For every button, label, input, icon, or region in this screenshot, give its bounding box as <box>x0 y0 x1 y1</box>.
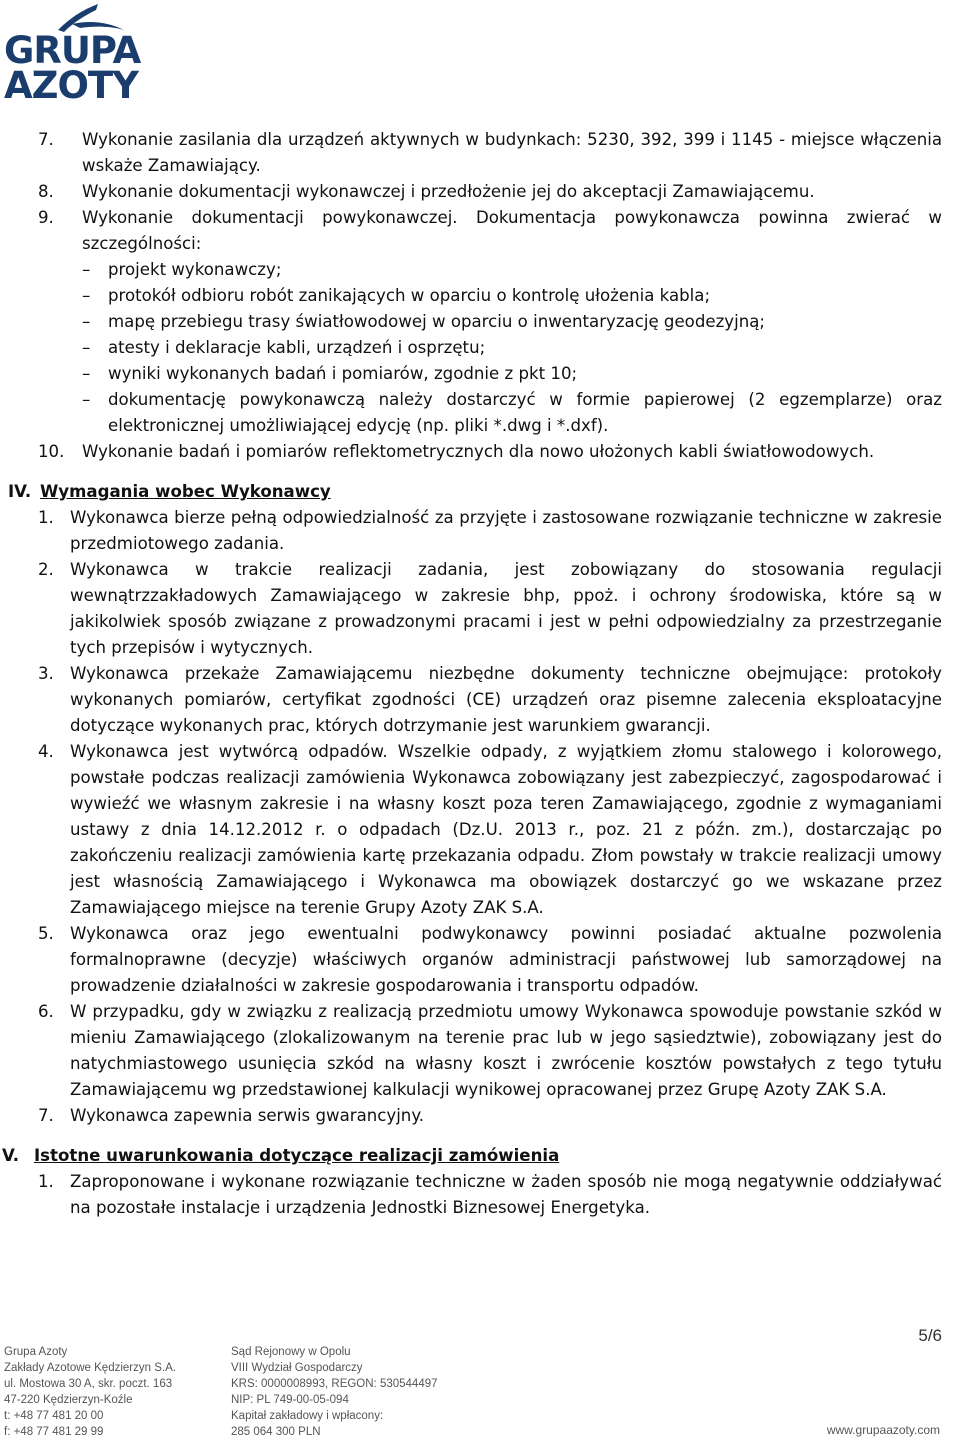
footer-line: Sąd Rejonowy w Opolu <box>231 1346 351 1358</box>
dash-text: projekt wykonawczy; <box>108 260 282 279</box>
footer-line: Zakłady Azotowe Kędzierzyn S.A. <box>4 1362 176 1374</box>
list-number: 8. <box>38 182 54 201</box>
list-number: 1. <box>38 1172 54 1191</box>
list-item <box>38 179 942 205</box>
list-text: Wykonanie badań i pomiarów reflektometrycznych dla nowo ułożonych kabli światłowodowych. <box>82 442 875 461</box>
logo-text-line1: GRUPA <box>4 29 141 72</box>
section-heading <box>2 1143 942 1169</box>
dash-item <box>82 361 942 387</box>
footer-company-info <box>4 1344 176 1440</box>
list-item <box>38 1103 942 1129</box>
document-body <box>2 127 942 1221</box>
logo-text-line2: AZOTY <box>4 64 138 107</box>
footer-line: ul. Mostowa 30 A, skr. poczt. 163 <box>4 1378 173 1390</box>
list-number: 2. <box>38 560 54 579</box>
footer-line: 47-220 Kędzierzyn-Koźle <box>4 1394 133 1406</box>
list-number: 10. <box>38 442 65 461</box>
website-url: www.grupaazoty.com <box>826 1423 940 1437</box>
list-number: 3. <box>38 664 54 683</box>
list-item <box>38 439 942 465</box>
list-item <box>38 999 942 1103</box>
list-number: 4. <box>38 742 54 761</box>
footer-line: Grupa Azoty <box>4 1346 68 1358</box>
dash-item <box>82 309 942 335</box>
section-title: Wymagania wobec Wykonawcy <box>40 482 331 501</box>
dash-item <box>82 335 942 361</box>
section-title: Istotne uwarunkowania dotyczące realizacji zamówienia <box>34 1146 560 1165</box>
footer-line: NIP: PL 749-00-05-094 <box>231 1394 349 1406</box>
company-logo <box>0 0 165 105</box>
footer-line: f: +48 77 481 29 99 <box>4 1426 104 1438</box>
dash-text: wyniki wykonanych badań i pomiarów, zgodnie z pkt 10; <box>108 364 578 383</box>
footer-line: 285 064 300 PLN <box>231 1426 321 1438</box>
list-text: Wykonanie zasilania dla urządzeń aktywnych w budynkach: 5230, 392, 399 i 1145 - miejsce włączenia wskaże Zamawiający. <box>82 130 942 175</box>
dash-text: dokumentację powykonawczą należy dostarczyć w formie papierowej (2 egzemplarze) oraz elektronicznej umożliwiającej edycję (np. pliki *.dwg i *.dxf). <box>108 390 942 435</box>
list-text: Wykonawca zapewnia serwis gwarancyjny. <box>70 1106 425 1125</box>
list-text: W przypadku, gdy w związku z realizacją przedmiotu umowy Wykonawca spowoduje powstanie szkód w mieniu Zamawiającego (zlokalizowanym na terenie prac lub w jego sąsiedztwie), zobowiązany jest do natychmiastowego usunięcia szkód na własny koszt i zwrócenie kosztów powstałych z tego tytułu Zamawiającemu wg przedstawionej kalkulacji wynikowej opracowanej przez Grupę Azoty ZAK S.A. <box>70 1002 942 1099</box>
dash-text: mapę przebiegu trasy światłowodowej w oparciu o inwentaryzację geodezyjną; <box>108 312 765 331</box>
dash-item <box>82 387 942 439</box>
list-text: Wykonawca jest wytwórcą odpadów. Wszelkie odpady, z wyjątkiem złomu stalowego i kolorowego, powstałe podczas realizacji zamówienia Wykonawca zobowiązany jest zabezpieczyć, zagospodarować i wywieźć we własnym zakresie i na własny koszt poza teren Zamawiającego, zgodnie z wymaganiami ustawy z dnia 14.12.2012 r. o odpadach (Dz.U. 2013 r., poz. 21 z późn. zm.), dostarczając po zakończeniu realizacji zamówienia kartę przekazania odpadu. Złom powstały w trakcie realizacji umowy jest własnością Zamawiającego i Wykonawca ma obowiązek dostarczyć go we wskazane przez Zamawiającego miejsce na terenie Grupy Azoty ZAK S.A. <box>70 742 942 917</box>
dash-mark: – <box>82 312 91 331</box>
list-text: Wykonanie dokumentacji powykonawczej. Dokumentacja powykonawcza powinna zwierać w szczególności: <box>82 208 942 253</box>
dash-item <box>82 257 942 283</box>
page-number: 5/6 <box>918 1326 942 1345</box>
footer-line: VIII Wydział Gospodarczy <box>231 1362 363 1374</box>
list-text: Wykonanie dokumentacji wykonawczej i przedłożenie jej do akceptacji Zamawiającemu. <box>82 182 815 201</box>
list-item <box>38 661 942 739</box>
list-number: 1. <box>38 508 54 527</box>
footer-line: Kapitał zakładowy i wpłacony: <box>231 1410 384 1422</box>
dash-mark: – <box>82 390 91 409</box>
footer-registry-info <box>231 1344 438 1440</box>
dash-text: protokół odbioru robót zanikających w oparciu o kontrolę ułożenia kabla; <box>108 286 711 305</box>
list-number: 9. <box>38 208 54 227</box>
section-number: IV. <box>8 482 32 501</box>
list-text: Wykonawca w trakcie realizacji zadania, jest zobowiązany do stosowania regulacji wewnątrzzakładowych Zamawiającego w zakresie bhp, ppoż. i ochrony środowiska, które są w jakikolwiek sposób związane z prowadzonymi pracami i jest w pełni odpowiedzialny za przestrzeganie tych przepisów i wytycznych. <box>70 560 942 657</box>
list-item <box>38 557 942 661</box>
footer-line: t: +48 77 481 20 00 <box>4 1410 104 1422</box>
list-number: 7. <box>38 130 54 149</box>
list-number: 6. <box>38 1002 54 1021</box>
section-number: V. <box>2 1146 20 1165</box>
dash-mark: – <box>82 260 91 279</box>
list-item <box>38 127 942 179</box>
list-text: Wykonawca przekaże Zamawiającemu niezbędne dokumenty techniczne obejmujące: protokoły wykonanych pomiarów, certyfikat zgodności (CE) urządzeń oraz pisemne zalecenia eksploatacyjne dotyczące wykonanych prac, których dotrzymanie jest warunkiem gwarancji. <box>70 664 942 735</box>
list-item <box>38 205 942 257</box>
list-item <box>38 739 942 921</box>
section-heading <box>8 479 942 505</box>
list-item <box>38 505 942 557</box>
dash-item <box>82 283 942 309</box>
dash-mark: – <box>82 364 91 383</box>
dash-text: atesty i deklaracje kabli, urządzeń i osprzętu; <box>108 338 486 357</box>
list-text: Zaproponowane i wykonane rozwiązanie techniczne w żaden sposób nie mogą negatywnie oddziaływać na pozostałe instalacje i urządzenia Jednostki Biznesowej Energetyka. <box>70 1172 942 1217</box>
list-item <box>38 921 942 999</box>
list-item <box>38 1169 942 1221</box>
list-number: 7. <box>38 1106 54 1125</box>
list-number: 5. <box>38 924 54 943</box>
dash-mark: – <box>82 338 91 357</box>
dash-mark: – <box>82 286 91 305</box>
list-text: Wykonawca oraz jego ewentualni podwykonawcy powinni posiadać aktualne pozwolenia formalnoprawne (decyzje) właściwych organów administracji państwowej lub samorządowej na prowadzenie działalności w zakresie gospodarowania i transportu odpadów. <box>70 924 942 995</box>
footer-line: KRS: 0000008993, REGON: 530544497 <box>231 1378 438 1390</box>
list-text: Wykonawca bierze pełną odpowiedzialność za przyjęte i zastosowane rozwiązanie techniczne w zakresie przedmiotowego zadania. <box>70 508 942 553</box>
